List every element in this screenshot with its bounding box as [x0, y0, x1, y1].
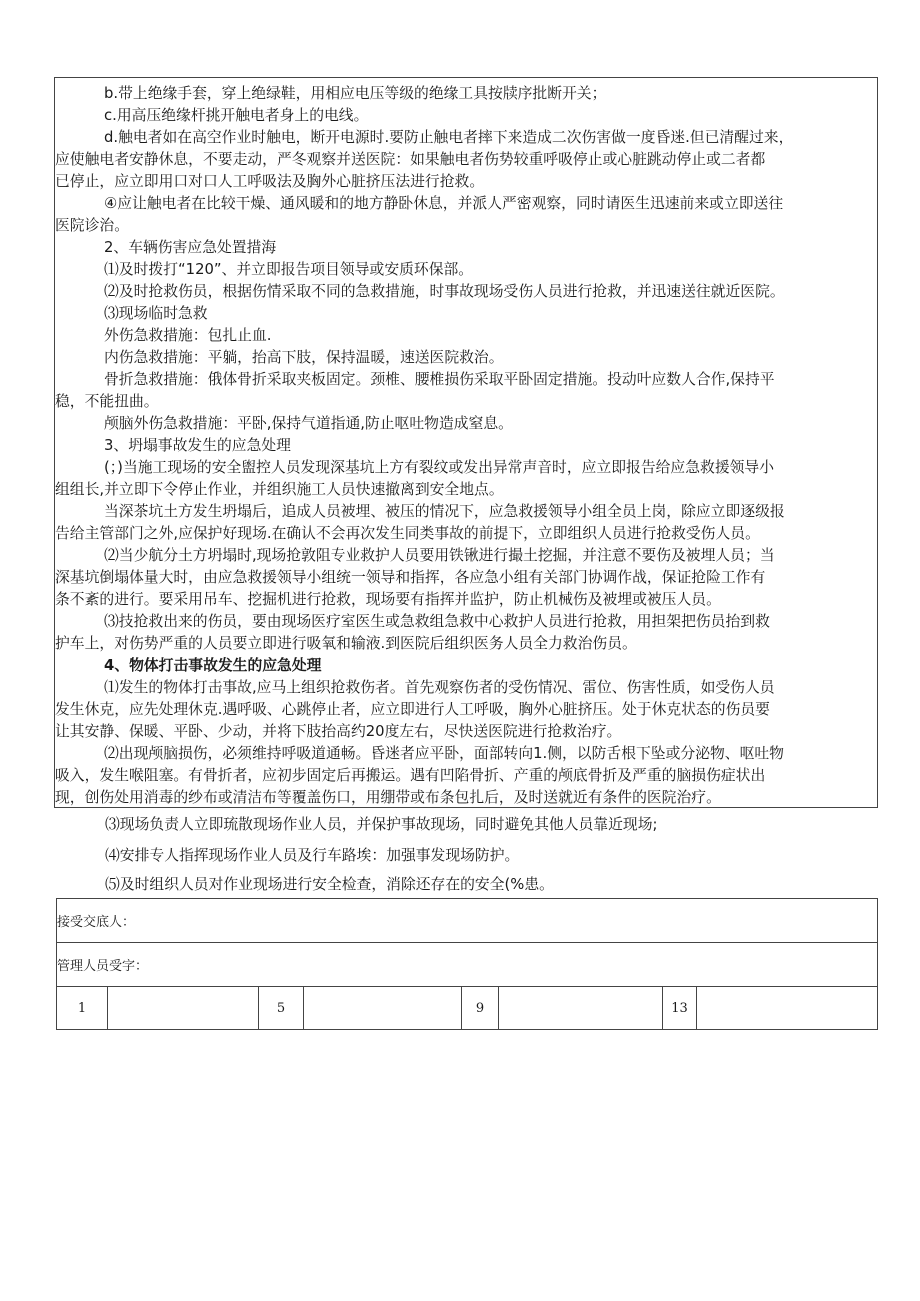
section-heading: 2、车辆伤害应急处置措海 [104, 239, 277, 256]
text-line: ⑸及时组织人员对作业现场进行安全检查，消除还存在的安全(%患。 [105, 876, 554, 893]
text-line: 当深茶坑土方发生坍塌后，追成人员被埋、被压的情况下，应急救援领导小组全员上岗，除应立即逐级报 [104, 503, 785, 520]
signature-cell[interactable] [304, 987, 462, 1030]
signature-number-row [56, 986, 878, 1030]
signature-cell[interactable] [108, 987, 259, 1030]
text-line: ⑶技抢救出来的伤员，要由现场医疗室医生或急救组急救中心救护人员进行抢救，用担架把伤员抬到救 [104, 613, 770, 630]
text-line: 组组长,并立即下令停止作业，并组织施工人员快速撤离到安全地点。 [55, 481, 504, 498]
number-cell: 5 [259, 987, 304, 1030]
text-line: 内伤急救措施：平躺，抬高下肢，保持温暖，速送医院救治。 [104, 349, 504, 366]
text-line: c.用高压绝缘杆挑开触电者身上的电线。 [104, 107, 369, 124]
text-line: 外伤急救措施：包扎止血. [104, 327, 272, 344]
text-line: 深基坑倒塌体量大时，由应急救援领导小组统一领导和指挥，各应急小组有关部门协调作战，保证抢险工作有 [55, 569, 766, 586]
text-line: 现，创伤处用消毒的纱布或清洁布等覆盖伤口，用绷带或布条包扎后，及时送就近有条件的医院治疗。 [55, 789, 721, 806]
text-line: ⑵当少航分土方坍塌时,现场抢敦阻专业救护人员要用铁锹进行撮土挖掘，并注意不要伤及被埋人员；当 [104, 547, 775, 564]
text-line: 医院诊治。 [55, 217, 129, 234]
receiver-label: 接受交底人： [57, 899, 878, 943]
text-line: 护车上，对伤势严重的人员要立即进行吸氧和输液.到医院后组织医务人员全力救治伤员。 [55, 635, 637, 652]
section-heading: 3、坍塌事故发生的应急处理 [104, 437, 291, 454]
text-line: ⑷安排专人指挥现场作业人员及行车路埃：加强事发现场防护。 [105, 847, 520, 864]
text-line: d.触电者如在高空作业时触电，断开电源时.要防止触电者摔下来造成二次伤害做一度昏迷.但已清醒过来， [104, 129, 794, 146]
text-line: 条不紊的进行。要采用吊车、挖掘机进行抢救，现场要有指挥并监护，防止机械伤及被埋或被压人员。 [55, 591, 721, 608]
text-line: ⑶现场负责人立即琉散现场作业人员，并保护事故现场，同时避免其他人员靠近现场; [105, 816, 658, 833]
number-cell: 9 [462, 987, 499, 1030]
signature-cell[interactable] [697, 987, 878, 1030]
signature-table [56, 898, 878, 987]
text-line: ⑵及时抢救伤员，根据伤情采取不同的急救措施，时事故现场受伤人员进行抢救，并迅速送往就近医院。 [104, 283, 785, 300]
text-line: b.带上绝缘手套，穿上绝绿鞋，用相应电压等级的绝缘工具按牍序批断开关； [104, 85, 607, 102]
number-cell: 1 [57, 987, 108, 1030]
number-cell: 13 [663, 987, 697, 1030]
text-line: ⑵出现颅脑损伤，必须维持呼吸道通畅。昏迷者应平卧，面部转向1.侧，以防舌根下坠或分泌物、呕吐物 [104, 745, 784, 762]
text-line: 吸入，发生喉阻塞。有骨折者，应初步固定后再搬运。遇有凹陷骨折、产重的颅底骨折及严重的脑损伤症状出 [55, 767, 766, 784]
text-line: 已停止，应立即用口对口人工呼吸法及胸外心脏挤压法进行抢救。 [55, 173, 485, 190]
text-line: ⑴及时拨打“120”、并立即报告项目领导或安质环保部。 [104, 261, 474, 278]
manager-label: 管理人员受字： [57, 943, 878, 987]
section-heading: 4、物体打击事故发生的应急处理 [104, 657, 322, 674]
text-line: 让其安静、保暖、平卧、少动，并将下肢抬高约20度左右，尽快送医院进行抢救治疗。 [55, 723, 622, 740]
text-line: 应使触电者安静休息，不要走动，严冬观察并送医院：如果触电者伤势较重呼吸停止或心脏跳动停止或二者都 [55, 151, 766, 168]
text-line: 骨折急救措施：俄体骨折采取夹板固定。颈椎、腰椎损伤采取平卧固定措施。投动叶应数人合作,保持平 [104, 371, 775, 388]
text-line: 发生休克，应先处理休克.遇呼吸、心跳停止者，应立即进行人工呼吸，胸外心脏挤压。处于休克状态的伤员要 [55, 701, 770, 718]
text-line: 颅脑外伤急救措施：平卧,保持气道指通,防止呕吐物造成窒息。 [104, 415, 513, 432]
text-line: 稳，不能扭曲。 [55, 393, 159, 410]
text-line: ④应让触电者在比较干燥、通风暖和的地方静卧休息，并派人严密观察，同时请医生迅速前来或立即送往 [104, 195, 784, 212]
text-line: ⑶现场临时急救 [104, 305, 208, 322]
text-line: (；)当施工现场的安全盥控人员发现深基坑上方有裂纹或发出异常声音时，应立即报告给应急救援领导小 [104, 459, 775, 476]
content-box [54, 77, 878, 808]
signature-cell[interactable] [499, 987, 663, 1030]
text-line: ⑴发生的物体打击事故,应马上组织抢救伤者。首先观察伤者的受伤情况、雷位、伤害性质，如受伤人员 [104, 679, 775, 696]
text-line: 告给主管部门之外,应保护好现场.在确认不会再次发生同类事故的前提下，立即组织人员进行抢救受伤人员。 [55, 525, 760, 542]
